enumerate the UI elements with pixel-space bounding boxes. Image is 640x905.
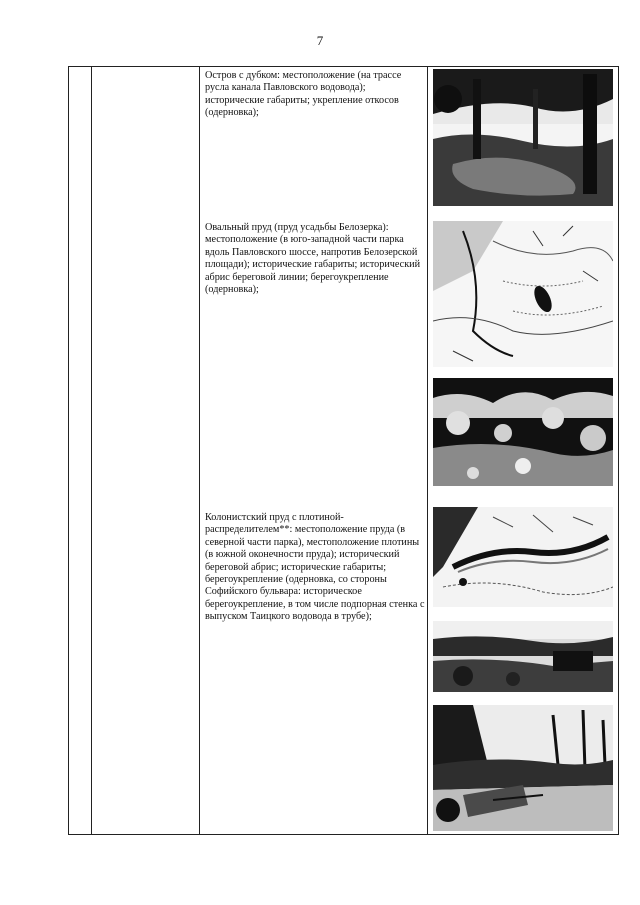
historic-map-colonist-pond xyxy=(433,507,613,607)
heritage-table xyxy=(68,66,619,835)
photo-colonist-pond-dam xyxy=(433,705,613,831)
column-divider-3 xyxy=(427,67,428,834)
row-oval-pond-text: Овальный пруд (пруд усадьбы Белозерка): местоположение (в юго-западной части парка вдоль Павловского шоссе, напротив Белозерской площади); исторические габариты; исторический абрис береговой линии; берегоукрепление (одерновка); xyxy=(205,222,421,296)
page-number: 7 xyxy=(316,33,324,48)
photo-oval-pond xyxy=(433,378,613,486)
park-photo-island-oak xyxy=(433,69,613,206)
row-colonist-pond-text: Колонистский пруд с плотиной-распределителем**: местоположение пруда (в северной части парка), местоположение плотины (в южной оконечности пруда); исторический береговой абрис; исторические габариты; берегоукрепление (одерновка, со стороны Софийского бульвара: историческое берегоукрепление, в том числе подпорная стенка с выпуском Таицкого водовода в трубе); xyxy=(205,512,425,623)
column-divider-1 xyxy=(91,67,92,834)
column-divider-2 xyxy=(199,67,200,834)
row-island-oak-text: Остров с дубком: местоположение (на трассе русла канала Павловского водовода); исторические габариты; укрепление откосов (одерновка); xyxy=(205,70,402,119)
historic-map-oval-pond xyxy=(433,221,613,367)
photo-colonist-pond-shore xyxy=(433,621,613,692)
